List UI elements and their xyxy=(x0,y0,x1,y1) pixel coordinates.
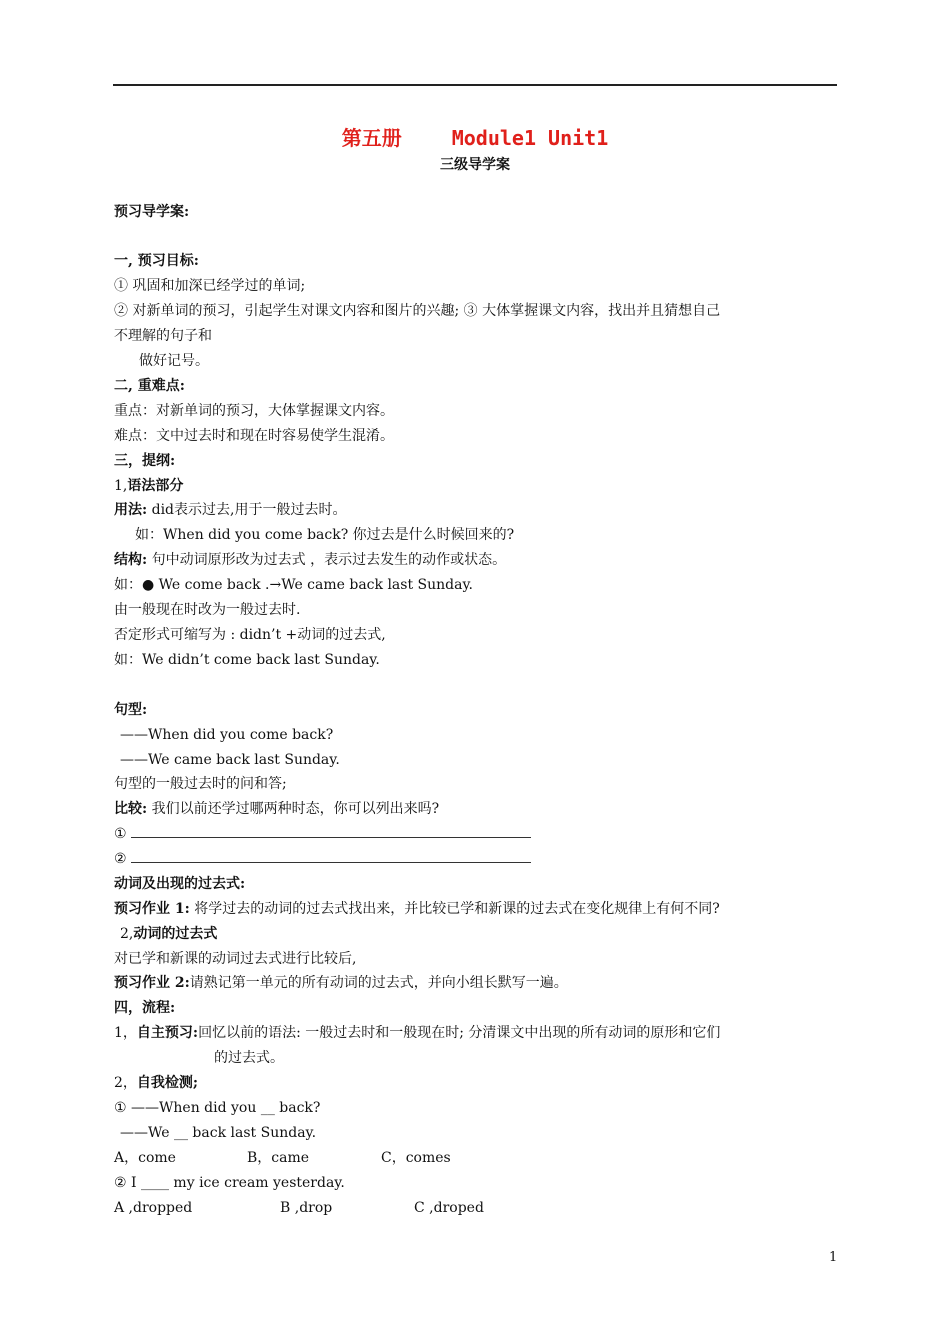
self-study-continued: 的过去式。 xyxy=(214,1050,284,1066)
compare-question: 比较: 我们以前还学过哪两种时态，你可以列出来吗? xyxy=(114,801,440,817)
keypoint-text: 重点：对新单词的预习，大体掌握课文内容。 xyxy=(114,403,394,419)
usage-example: 如：When did you come back? 你过去是什么时候回来的? xyxy=(135,527,515,543)
negative-example: 如：We didn’t come back last Sunday. xyxy=(114,652,380,668)
section-heading-goals: 一, 预习目标: xyxy=(114,253,199,269)
answer-blank-1: ① xyxy=(114,825,531,843)
option-b: B ,drop xyxy=(280,1200,333,1216)
option-a: A，come xyxy=(114,1150,176,1166)
page-subtitle: 三级导学案 xyxy=(440,157,510,173)
option-c: C，comes xyxy=(381,1150,451,1166)
quiz-question-2: ② I ____ my ice cream yesterday. xyxy=(114,1175,345,1191)
goal-item-continued: 不理解的句子和 xyxy=(114,328,212,344)
fill-blank-line[interactable] xyxy=(131,825,531,838)
title-cn: 第五册 xyxy=(341,126,402,150)
self-check-step: 2，自我检测; xyxy=(114,1075,199,1091)
negative-form-text: 否定形式可缩写为 : didn’t +动词的过去式, xyxy=(114,627,386,643)
section-heading-preview: 预习导学案: xyxy=(114,204,190,220)
sentence-pattern-heading: 句型: xyxy=(114,702,148,718)
goal-item-continued: 做好记号。 xyxy=(139,353,209,369)
section-heading-keypoints: 二, 重难点: xyxy=(114,378,185,394)
goal-item: ① 巩固和加深已经学过的单词; xyxy=(114,278,306,294)
structure-note: 由一般现在时改为一般过去时. xyxy=(114,602,301,618)
page-title xyxy=(0,122,950,151)
section-heading-outline: 三，提纲: xyxy=(114,453,176,469)
verbs-heading: 动词及出现的过去式: xyxy=(114,876,246,892)
section-heading-process: 四，流程: xyxy=(114,1000,176,1016)
quiz-question-1: ① ——When did you __ back? xyxy=(114,1100,321,1116)
title-en: Module1 Unit1 xyxy=(451,126,609,150)
quiz-options-2 xyxy=(114,1199,484,1217)
dialogue-line: ——We came back last Sunday. xyxy=(120,752,340,768)
outline-subheading: 2,动词的过去式 xyxy=(120,926,218,942)
dialogue-line: ——When did you come back? xyxy=(120,727,334,743)
answer-blank-2: ② xyxy=(114,850,531,868)
option-b: B，came xyxy=(247,1150,310,1166)
option-a: A ,dropped xyxy=(114,1200,193,1216)
page-number: 1 xyxy=(829,1250,838,1265)
goal-item: ② 对新单词的预习，引起学生对课文内容和图片的兴趣; ③ 大体掌握课文内容，找出并且猜想自己 xyxy=(114,303,721,319)
option-c: C ,droped xyxy=(414,1200,484,1216)
homework-1: 预习作业 1: 将学过去的动词的过去式找出来，并比较已学和新课的过去式在变化规律上有何不同? xyxy=(114,901,720,917)
difficulty-text: 难点：文中过去时和现在时容易使学生混淆。 xyxy=(114,428,394,444)
structure-text: 结构: 句中动词原形改为过去式 ，表示过去发生的动作或状态。 xyxy=(114,552,507,568)
quiz-question-1-line2: ——We __ back last Sunday. xyxy=(120,1125,317,1141)
quiz-options-1 xyxy=(114,1149,451,1167)
homework-2: 预习作业 2:请熟记第一单元的所有动词的过去式，并向小组长默写一遍。 xyxy=(114,975,568,991)
fill-blank-line[interactable] xyxy=(131,850,531,863)
pattern-note: 句型的一般过去时的问和答; xyxy=(114,776,287,792)
outline-subheading: 1,语法部分 xyxy=(114,478,184,494)
header-rule xyxy=(113,84,837,86)
compare-note: 对已学和新课的动词过去式进行比较后, xyxy=(114,951,357,967)
self-study-step: 1，自主预习:回忆以前的语法: 一般过去时和一般现在时; 分清课文中出现的所有动词的原形和它们 xyxy=(114,1025,721,1041)
usage-text: 用法: did表示过去,用于一般过去时。 xyxy=(114,502,347,518)
structure-example: 如：● We come back .→We came back last Sunday. xyxy=(114,577,473,593)
